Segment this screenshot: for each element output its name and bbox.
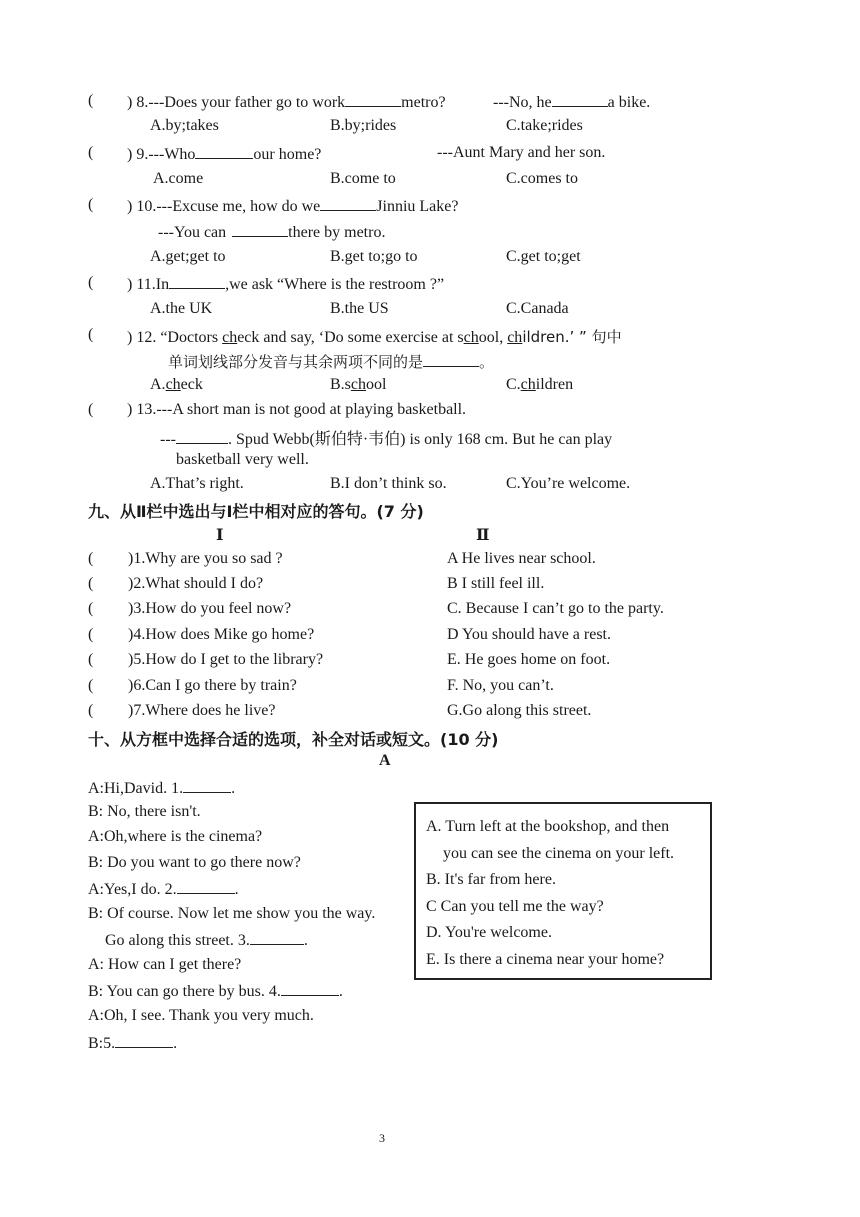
question-text: our home? (253, 146, 322, 163)
question-text: ) 10.---Excuse me, how do we (127, 198, 321, 215)
question-13-line2 (160, 426, 612, 449)
dialog-line: A:Oh,where is the cinema? (88, 828, 263, 845)
dialog-line: A:Yes,I do. 2. . (88, 881, 239, 898)
option-c: C.get to;get (506, 248, 581, 265)
underlined-letters: h (229, 329, 238, 346)
match-answer: C. Because I can’t go to the party. (447, 600, 664, 617)
question-text: ool, (478, 329, 508, 346)
underlined-letters: ch (463, 329, 479, 346)
answer-paren: ( (88, 401, 94, 418)
question-text: ) 11.In (127, 276, 170, 293)
question-12-line2 (168, 351, 494, 372)
section-9-title: 九、从Ⅱ栏中选出与Ⅰ栏中相对应的答句。(7 分) (88, 502, 424, 521)
question-text: ---You can (158, 224, 227, 241)
match-question: )6.Can I go there by train? (128, 677, 297, 694)
underlined-letters: c (222, 329, 230, 346)
match-question: )7.Where does he live? (128, 702, 276, 719)
question-text: ) 9.---Who (127, 146, 196, 163)
match-question: )1.Why are you so sad ? (128, 550, 283, 567)
question-text: 。 (479, 353, 495, 371)
question-11 (127, 274, 444, 294)
reply-text: ---No, he (493, 94, 552, 111)
section-10-title: 十、从方框中选择合适的选项，补全对话或短文。(10 分) (88, 730, 499, 749)
dialog-line: B:5. . (88, 1035, 178, 1052)
dialog-line: B: You can go there by bus. 4. . (88, 983, 343, 1000)
box-option: E. Is there a cinema near your home? (426, 951, 665, 968)
question-13-line3: basketball very well. (176, 451, 309, 468)
answer-blank[interactable] (195, 144, 253, 159)
box-option: you can see the cinema on your left. (443, 845, 675, 862)
answer-paren[interactable]: ( (88, 550, 94, 567)
answer-blank[interactable] (232, 222, 288, 237)
option-c: C.Canada (506, 300, 569, 317)
option-b: B.school (330, 376, 387, 393)
option-b: B.come to (330, 170, 396, 187)
option-c: C.You’re welcome. (506, 475, 631, 492)
answer-paren[interactable]: ( (88, 626, 94, 643)
answer-paren: ( (88, 274, 94, 291)
options-box (414, 802, 712, 980)
underlined-letters: ch (507, 329, 523, 346)
question-10-line2 (158, 222, 385, 242)
option-b: B.get to;go to (330, 248, 418, 265)
answer-blank[interactable] (169, 274, 225, 289)
answer-paren[interactable]: ( (88, 677, 94, 694)
match-question: )5.How do I get to the library? (128, 651, 324, 668)
box-option: C Can you tell me the way? (426, 898, 604, 915)
option-c: C.comes to (506, 170, 578, 187)
question-8-reply (493, 92, 650, 112)
match-answer: F. No, you can’t. (447, 677, 554, 694)
option-a: A.the UK (150, 300, 213, 317)
dialog-line: B: Of course. Now let me show you the way. (88, 905, 376, 922)
question-text: metro? (401, 94, 446, 111)
answer-blank[interactable] (250, 930, 304, 945)
option-a: A.check (150, 376, 203, 393)
answer-paren[interactable]: ( (88, 575, 94, 592)
dialog-line: B: No, there isn't. (88, 803, 201, 820)
answer-blank[interactable] (281, 981, 339, 996)
question-13: ) 13.---A short man is not good at playing basketball. (127, 401, 467, 418)
option-b: B.by;rides (330, 117, 397, 134)
question-text: 单词划线部分发音与其余两项不同的是 (168, 353, 424, 371)
question-10 (127, 196, 458, 216)
answer-blank[interactable] (183, 778, 231, 793)
question-9 (127, 144, 321, 164)
question-text: ildren.’ ” 句中 (522, 328, 622, 346)
reply-text: a bike. (607, 94, 651, 111)
question-9-reply: ---Aunt Mary and her son. (437, 144, 606, 161)
answer-blank[interactable] (320, 196, 376, 211)
answer-paren: ( (88, 92, 94, 109)
answer-blank[interactable] (345, 92, 401, 107)
question-text: eck and say, ‘Do some exercise at s (237, 329, 464, 346)
question-text: ,we ask “Where is the restroom ?” (225, 276, 445, 293)
question-text: ) 8.---Does your father go to work (127, 94, 346, 111)
answer-paren[interactable]: ( (88, 702, 94, 719)
dialog-line: A: How can I get there? (88, 956, 242, 973)
answer-paren: ( (88, 326, 94, 343)
answer-paren[interactable]: ( (88, 651, 94, 668)
box-option: A. Turn left at the bookshop, and then (426, 818, 670, 835)
answer-paren: ( (88, 196, 94, 213)
answer-blank[interactable] (177, 879, 235, 894)
option-c: C.take;rides (506, 117, 583, 134)
column-2-header: Ⅱ (476, 527, 490, 544)
dialog-line: A:Hi,David. 1. . (88, 780, 236, 797)
match-answer: G.Go along this street. (447, 702, 592, 719)
option-a: A.come (153, 170, 204, 187)
option-b: B.the US (330, 300, 389, 317)
question-text: Jinniu Lake? (376, 198, 459, 215)
option-b: B.I don’t think so. (330, 475, 447, 492)
option-a: A.by;takes (150, 117, 219, 134)
question-text: there by metro. (288, 224, 386, 241)
match-question: )4.How does Mike go home? (128, 626, 315, 643)
answer-paren: ( (88, 144, 94, 161)
box-option: B. It's far from here. (426, 871, 556, 888)
question-text: . Spud Webb(斯伯特·韦伯) is only 168 cm. But he can play (227, 431, 613, 448)
column-1-header: Ⅰ (216, 527, 224, 544)
answer-blank[interactable] (176, 429, 228, 444)
answer-blank[interactable] (552, 92, 608, 107)
match-question: )3.How do you feel now? (128, 600, 292, 617)
dialog-line: A:Oh, I see. Thank you very much. (88, 1007, 314, 1024)
question-text: --- (160, 431, 176, 448)
option-a: A.That’s right. (150, 475, 244, 492)
option-a: A.get;get to (150, 248, 226, 265)
dialog-line: B: Do you want to go there now? (88, 854, 301, 871)
passage-label: A (379, 752, 391, 769)
match-answer: E. He goes home on foot. (447, 651, 611, 668)
match-answer: D You should have a rest. (447, 626, 611, 643)
answer-blank[interactable] (115, 1033, 173, 1048)
box-option: D. You're welcome. (426, 924, 552, 941)
match-answer: A He lives near school. (447, 550, 596, 567)
dialog-line: Go along this street. 3. . (105, 932, 308, 949)
question-8 (127, 92, 446, 112)
match-question: )2.What should I do? (128, 575, 264, 592)
page-number: 3 (379, 1131, 385, 1145)
answer-blank[interactable] (423, 352, 479, 367)
option-c: C.children (506, 376, 574, 393)
match-answer: B I still feel ill. (447, 575, 545, 592)
answer-paren[interactable]: ( (88, 600, 94, 617)
question-12 (127, 326, 622, 347)
question-text: ) 12. “Doctors (127, 329, 223, 346)
